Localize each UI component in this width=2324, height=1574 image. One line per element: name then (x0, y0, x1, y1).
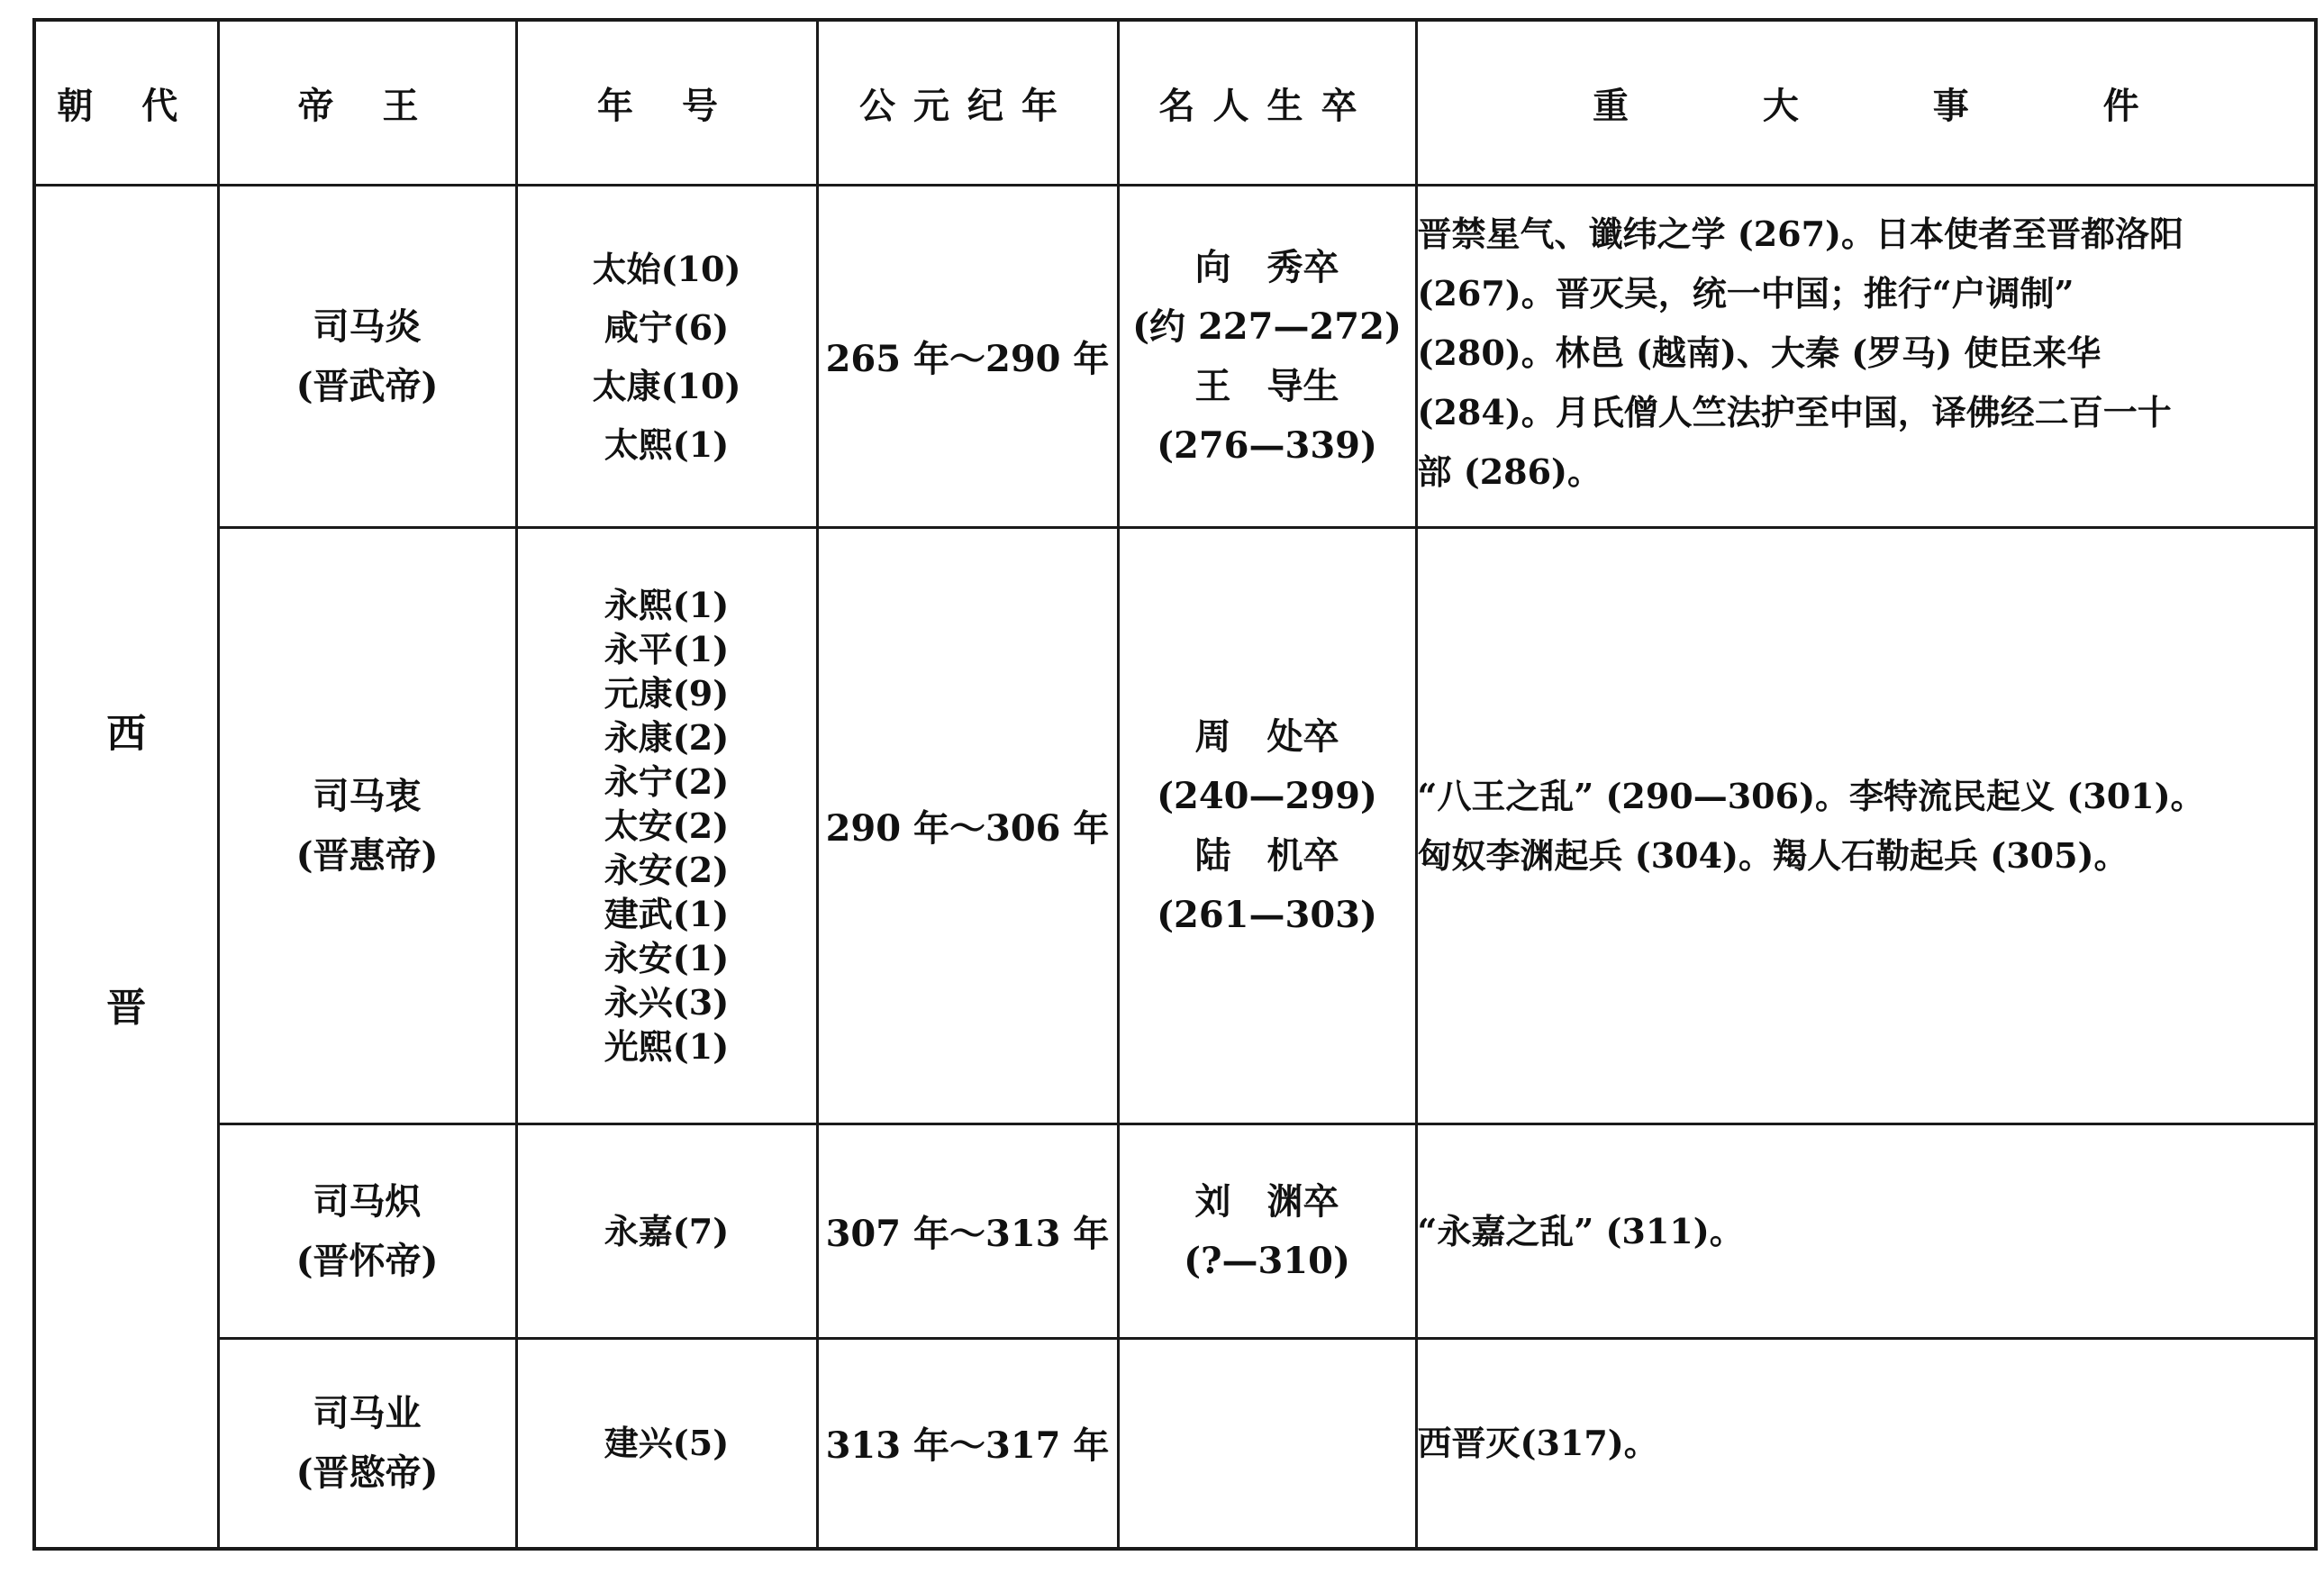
table-row (34, 528, 2316, 1124)
era-name: 咸宁(6) (604, 306, 730, 348)
dynasty-table (32, 18, 2318, 1551)
person-dates: (约 227—272) (1132, 305, 1402, 348)
event-line: (280)。林邑 (越南)、大秦 (罗马) 使臣来华 (1417, 332, 2102, 373)
emperor-title: (晋武帝) (295, 364, 439, 407)
era-names-cell (516, 528, 817, 1124)
dynasty-cell (34, 186, 218, 1549)
era-name: 太康(10) (592, 365, 741, 406)
emperor-title: (晋愍帝) (295, 1451, 439, 1494)
dynasty-char: 西 (106, 710, 147, 757)
era-name: 永嘉(7) (604, 1211, 730, 1251)
events-cell (1416, 528, 2316, 1124)
event-line: 部 (286)。 (1417, 451, 1602, 492)
person: 陆 机卒 (1194, 833, 1339, 877)
era-name: 永宁(2) (604, 761, 730, 802)
ad-years-cell: 307 年～313 年 (817, 1124, 1118, 1339)
era-name: 太安(2) (604, 805, 730, 846)
table-row (34, 1339, 2316, 1549)
event-line: 晋禁星气、谶纬之学 (267)。日本使者至晋都洛阳 (1417, 214, 2184, 254)
era-names-cell (516, 186, 817, 528)
header-row (34, 20, 2316, 186)
era-names-cell (516, 1339, 817, 1549)
person: 向 秀卒 (1194, 245, 1339, 288)
emperor-cell (218, 528, 516, 1124)
person-dates: (?—310) (1184, 1239, 1350, 1282)
person: 周 处卒 (1194, 714, 1339, 758)
era-name: 元康(9) (604, 673, 730, 714)
notable-people-cell (1118, 1124, 1416, 1339)
emperor-title: (晋惠帝) (295, 833, 439, 877)
event-line: (267)。晋灭吴，统一中国；推行“户调制” (1417, 273, 2074, 314)
emperor-name: 司马业 (313, 1391, 422, 1434)
era-name: 永兴(3) (604, 982, 730, 1023)
person-dates: (240—299) (1157, 774, 1377, 817)
event-line: 西晋灭(317)。 (1417, 1422, 1658, 1463)
header-events (1416, 20, 2316, 186)
notable-people-cell (1118, 1339, 1416, 1549)
emperor-cell (218, 1124, 516, 1339)
era-name: 永熙(1) (604, 585, 730, 625)
person-dates: (276—339) (1157, 423, 1377, 467)
era-name: 建兴(5) (604, 1423, 730, 1464)
header-ad-years: 公元纪年 (817, 20, 1118, 186)
era-name: 永康(2) (604, 717, 730, 758)
person: 王 导生 (1194, 364, 1339, 407)
event-line: (284)。月氏僧人竺法护至中国，译佛经二百一十 (1417, 392, 2172, 432)
events-cell (1416, 1339, 2316, 1549)
header-era-names: 年 号 (516, 20, 817, 186)
header-events-char: 事 (1932, 84, 1969, 127)
era-name: 建武(1) (604, 894, 730, 934)
person-dates: (261—303) (1157, 893, 1377, 936)
header-events-char: 大 (1762, 84, 1799, 127)
events-cell (1416, 186, 2316, 528)
era-names-cell (516, 1124, 817, 1339)
ad-years-cell: 290 年～306 年 (817, 528, 1118, 1124)
emperor-cell (218, 186, 516, 528)
emperor-name: 司马衷 (313, 774, 422, 817)
ad-years-cell: 313 年～317 年 (817, 1339, 1118, 1549)
person: 刘 渊卒 (1194, 1179, 1339, 1223)
table-row (34, 186, 2316, 528)
ad-years-cell: 265 年～290 年 (817, 186, 1118, 528)
notable-people-cell (1118, 528, 1416, 1124)
era-name: 太熙(1) (604, 423, 730, 465)
era-name: 永平(1) (604, 629, 730, 669)
notable-people-cell (1118, 186, 1416, 528)
table-row (34, 1124, 2316, 1339)
event-line: 匈奴李渊起兵 (304)。羯人石勒起兵 (305)。 (1417, 834, 2129, 876)
events-cell (1416, 1124, 2316, 1339)
emperor-name: 司马炎 (313, 305, 422, 348)
header-dynasty: 朝 代 (34, 20, 218, 186)
emperor-name: 司马炽 (313, 1179, 422, 1223)
header-emperor: 帝 王 (218, 20, 516, 186)
era-name: 永安(2) (604, 850, 730, 890)
header-events-char: 重 (1592, 84, 1629, 127)
event-line: “永嘉之乱” (311)。 (1417, 1210, 1744, 1251)
header-events-char: 件 (2102, 84, 2139, 127)
emperor-cell (218, 1339, 516, 1549)
dynasty-char: 晋 (106, 984, 147, 1031)
header-notable-people: 名人生卒 (1118, 20, 1416, 186)
era-name: 永安(1) (604, 938, 730, 978)
era-name: 光熙(1) (604, 1026, 730, 1067)
emperor-title: (晋怀帝) (295, 1239, 439, 1282)
event-line: “八王之乱” (290—306)。李特流民起义 (301)。 (1417, 775, 2205, 816)
era-name: 太始(10) (592, 248, 741, 289)
